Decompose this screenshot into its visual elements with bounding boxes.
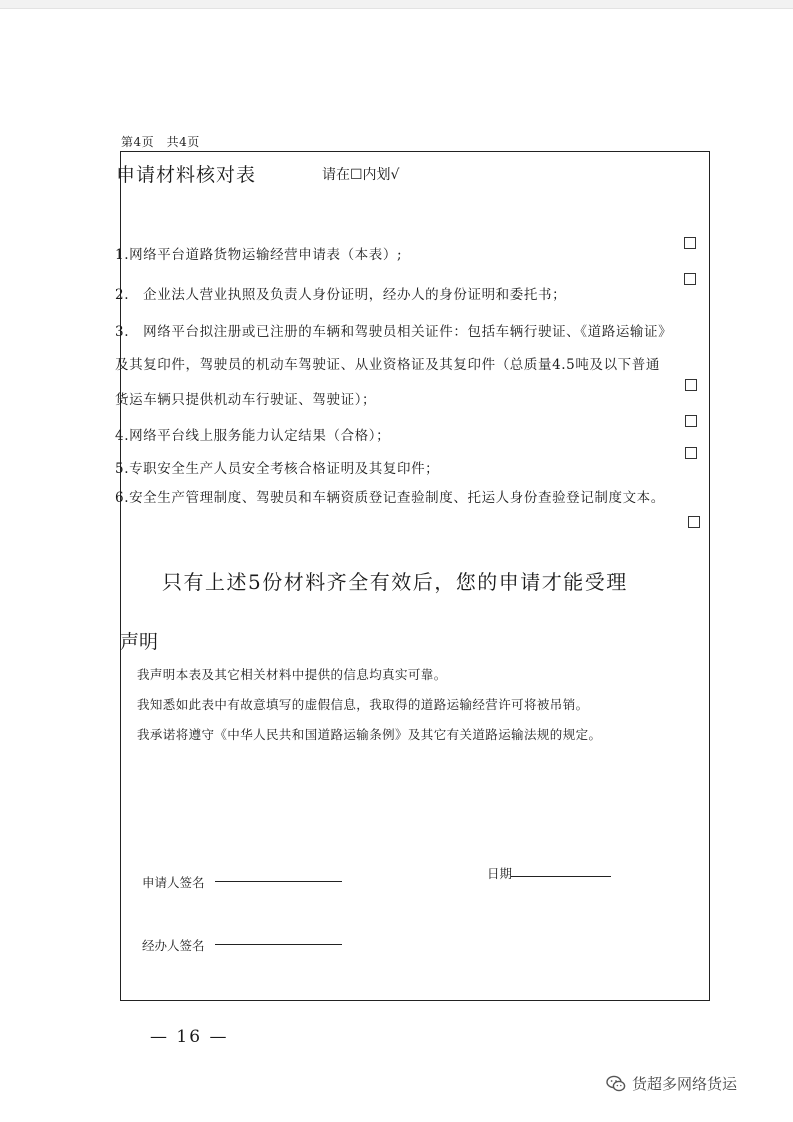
completeness-notice: 只有上述5份材料齐全有效后，您的申请才能受理 <box>162 570 628 594</box>
page-counter: 第4页 共4页 <box>121 135 200 149</box>
checklist-item-1: 1.网络平台道路货物运输经营申请表（本表）; <box>115 247 403 263</box>
checklist-item-4: 4.网络平台线上服务能力认定结果（合格）； <box>115 428 391 444</box>
handler-signature-label: 经办人签名 <box>142 938 205 953</box>
checklist-item-3-line-1: 3. 网络平台拟注册或已注册的车辆和驾驶员相关证件：包括车辆行驶证、《道路运输证》 <box>115 324 673 340</box>
checklist-item-3-line-3: 货运车辆只提供机动车行驶证、驾驶证）； <box>115 392 377 408</box>
watermark-text: 货超多网络货运 <box>632 1075 738 1093</box>
checklist-item-1-checkbox[interactable] <box>684 237 696 249</box>
page-number: — 16 — <box>150 1027 229 1047</box>
handler-signature-field[interactable] <box>215 944 342 945</box>
checklist-item-5-checkbox[interactable] <box>685 447 697 459</box>
declaration-line-3: 我承诺将遵守《中华人民共和国道路运输条例》及其它有关道路运输法规的规定。 <box>137 727 602 742</box>
date-label: 日期 <box>487 866 513 881</box>
checklist-item-3-checkbox[interactable] <box>685 379 697 391</box>
checklist-item-6-checkbox[interactable] <box>688 516 700 528</box>
checklist-item-2-checkbox[interactable] <box>684 273 696 285</box>
checklist-item-4-checkbox[interactable] <box>685 415 697 427</box>
checklist-item-5: 5.专职安全生产人员安全考核合格证明及其复印件； <box>115 461 440 477</box>
checklist-item-6: 6.安全生产管理制度、驾驶员和车辆资质登记查验制度、托运人身份查验登记制度文本。 <box>115 490 665 506</box>
watermark <box>606 1073 737 1094</box>
checklist-instruction: 请在☐内划√ <box>322 167 400 183</box>
checklist-item-3-line-2: 及其复印件，驾驶员的机动车驾驶证、从业资格证及其复印件（总质量4.5吨及以下普通 <box>115 357 660 373</box>
applicant-signature-field[interactable] <box>215 881 342 882</box>
date-field[interactable] <box>511 876 611 877</box>
scan-edge <box>0 0 793 9</box>
checklist-title: 申请材料核对表 <box>116 164 257 186</box>
declaration-line-2: 我知悉如此表中有故意填写的虚假信息，我取得的道路运输经营许可将被吊销。 <box>137 697 589 712</box>
applicant-signature-label: 申请人签名 <box>142 875 205 890</box>
declaration-line-1: 我声明本表及其它相关材料中提供的信息均真实可靠。 <box>137 667 447 682</box>
wechat-icon <box>606 1075 626 1093</box>
declaration-title: 声明 <box>120 631 159 653</box>
checklist-item-2: 2. 企业法人营业执照及负责人身份证明，经办人的身份证明和委托书； <box>115 287 567 303</box>
